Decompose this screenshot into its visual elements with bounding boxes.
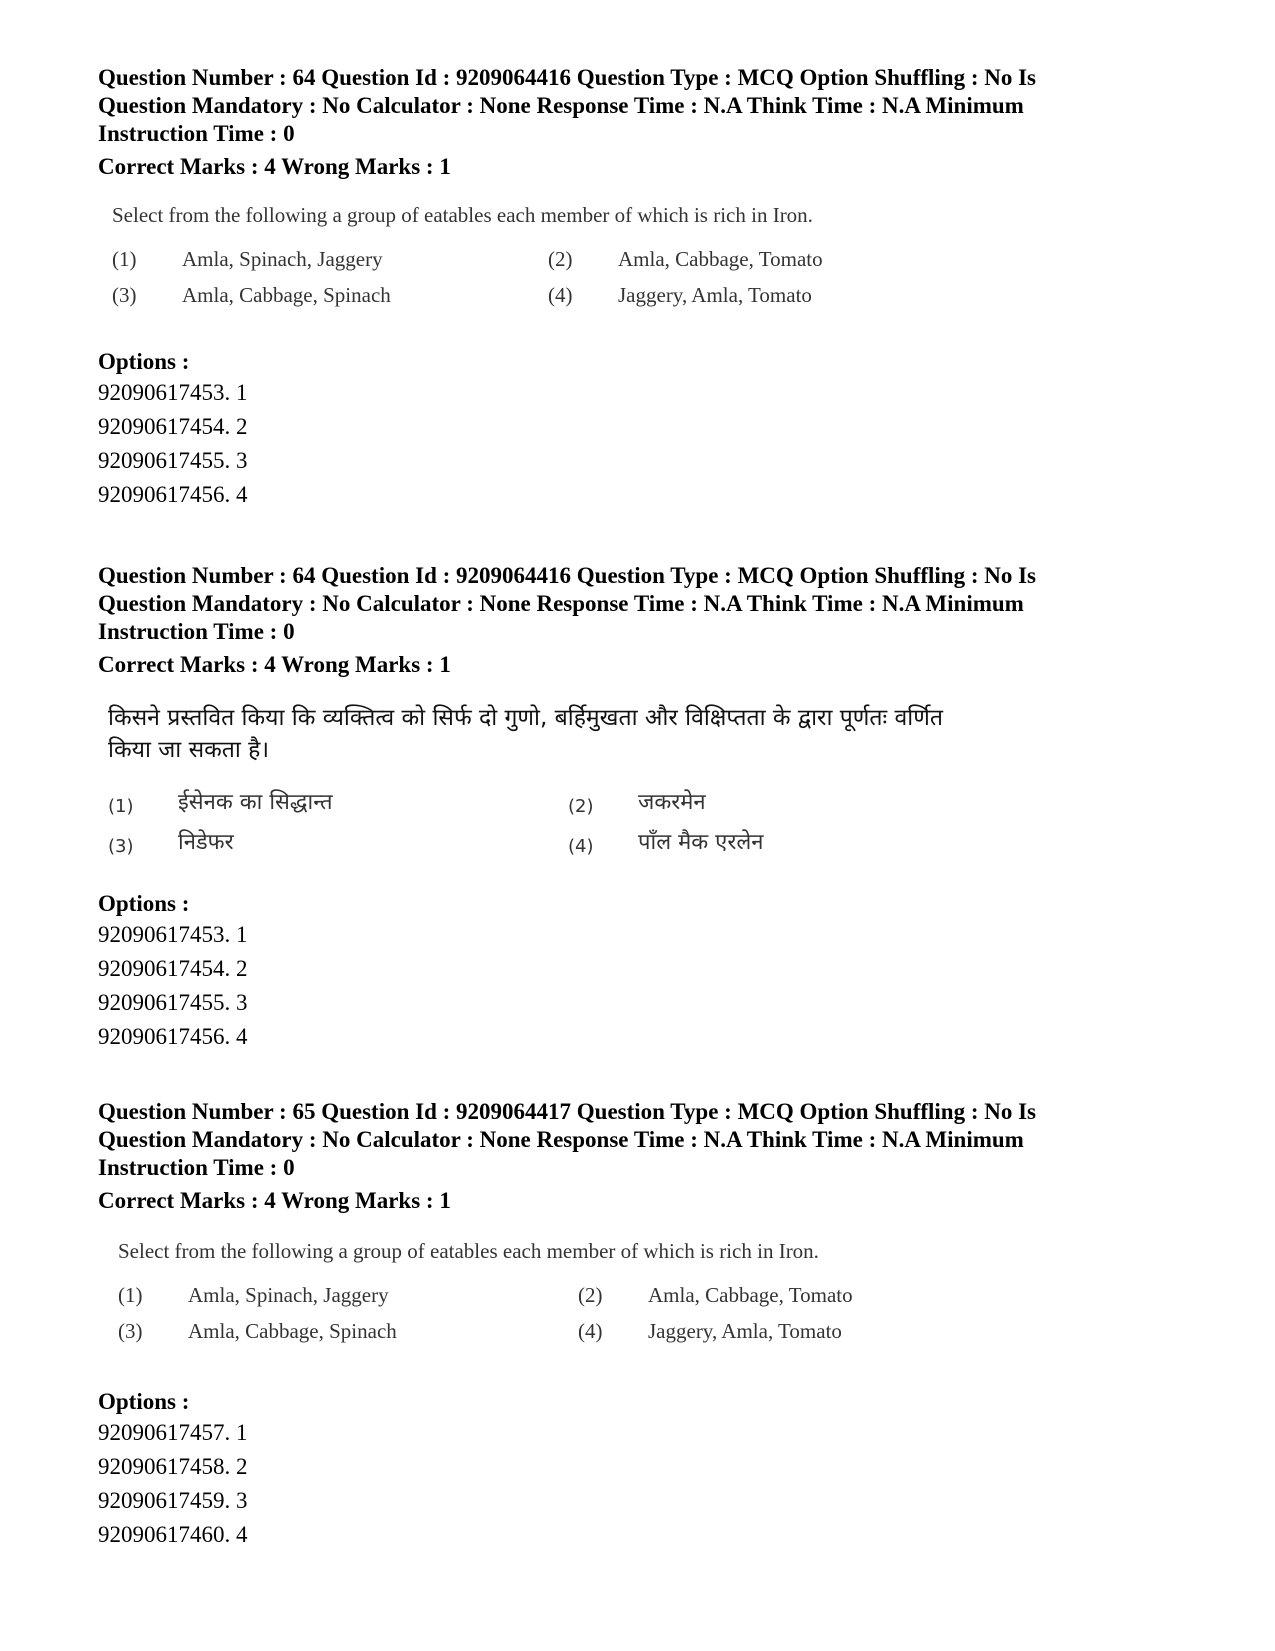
choice-text: जकरमेन xyxy=(638,790,706,815)
options-title: Options : xyxy=(98,1389,190,1414)
choice-number: (4) xyxy=(548,283,573,307)
option-item: 92090617454. 2 xyxy=(98,414,248,439)
question-image xyxy=(108,702,1068,862)
option-item: 92090617455. 3 xyxy=(98,448,248,473)
question-header-line-3: Instruction Time : 0 xyxy=(98,1155,295,1180)
options-list xyxy=(98,890,248,1054)
choice-number: (3) xyxy=(118,1319,143,1343)
question-stem: Select from the following a group of eatables each member of which is rich in Iron. xyxy=(112,203,813,227)
choice-text: Amla, Cabbage, Tomato xyxy=(648,1283,853,1307)
choice-number: (2) xyxy=(548,247,573,271)
option-item: 92090617455. 3 xyxy=(98,990,248,1015)
choice-number: (2) xyxy=(578,1283,603,1307)
option-item: 92090617453. 1 xyxy=(98,922,248,947)
choice-text: Jaggery, Amla, Tomato xyxy=(648,1319,842,1343)
choice-text: पाँल मैक एरलेन xyxy=(638,830,764,855)
choice-text: Amla, Cabbage, Tomato xyxy=(618,247,823,271)
question-block-3 xyxy=(98,1098,1178,1547)
option-item: 92090617460. 4 xyxy=(98,1522,248,1547)
choice-number: (1) xyxy=(112,247,137,271)
question-header-line-1: Question Number : 64 Question Id : 9209064416 Question Type : MCQ Option Shuffling : No Is xyxy=(98,65,1037,90)
choice-text: Amla, Cabbage, Spinach xyxy=(188,1319,397,1343)
choice-number: (4) xyxy=(568,836,594,857)
choice-text: Amla, Cabbage, Spinach xyxy=(182,283,391,307)
question-stem-line-1: किसने प्रस्तवित किया कि व्यक्तित्व को सिर्फ दो गुणो, बर्हिमुखता और विक्षिप्तता के द्वारा पूर्णतः वर्णित xyxy=(108,705,943,731)
choice-text: निडेफर xyxy=(178,830,234,855)
option-item: 92090617459. 3 xyxy=(98,1488,248,1513)
question-stem: Select from the following a group of eatables each member of which is rich in Iron. xyxy=(118,1239,819,1263)
choice-number: (1) xyxy=(118,1283,143,1307)
options-list xyxy=(98,1388,248,1552)
option-item: 92090617456. 4 xyxy=(98,482,248,507)
choice-number: (3) xyxy=(112,283,137,307)
option-item: 92090617456. 4 xyxy=(98,1024,248,1049)
question-header-line-2: Question Mandatory : No Calculator : None Response Time : N.A Think Time : N.A Minimum xyxy=(98,1127,1024,1152)
choice-number: (4) xyxy=(578,1319,603,1343)
question-header-line-3: Instruction Time : 0 xyxy=(98,619,295,644)
question-block-1 xyxy=(98,64,1178,507)
option-item: 92090617453. 1 xyxy=(98,380,248,405)
question-block-2 xyxy=(98,562,1178,1049)
marks-line: Correct Marks : 4 Wrong Marks : 1 xyxy=(98,652,451,677)
choice-text: Amla, Spinach, Jaggery xyxy=(188,1283,389,1307)
option-item: 92090617458. 2 xyxy=(98,1454,248,1479)
question-image xyxy=(118,1238,918,1348)
question-header-line-1: Question Number : 65 Question Id : 9209064417 Question Type : MCQ Option Shuffling : No Is xyxy=(98,1099,1037,1124)
question-header-line-2: Question Mandatory : No Calculator : None Response Time : N.A Think Time : N.A Minimum xyxy=(98,591,1024,616)
options-list xyxy=(98,348,248,512)
choice-number: (2) xyxy=(568,796,594,817)
question-image xyxy=(112,202,912,312)
choice-text: ईसेनक का सिद्धान्त xyxy=(178,790,333,815)
question-header-line-3: Instruction Time : 0 xyxy=(98,121,295,146)
choice-text: Amla, Spinach, Jaggery xyxy=(182,247,383,271)
choice-text: Jaggery, Amla, Tomato xyxy=(618,283,812,307)
question-header-line-1: Question Number : 64 Question Id : 9209064416 Question Type : MCQ Option Shuffling : No Is xyxy=(98,563,1037,588)
marks-line: Correct Marks : 4 Wrong Marks : 1 xyxy=(98,1188,451,1213)
choice-number: (1) xyxy=(108,796,134,817)
option-item: 92090617454. 2 xyxy=(98,956,248,981)
options-title: Options : xyxy=(98,891,190,916)
choice-number: (3) xyxy=(108,836,134,857)
marks-line: Correct Marks : 4 Wrong Marks : 1 xyxy=(98,154,451,179)
option-item: 92090617457. 1 xyxy=(98,1420,248,1445)
question-header-line-2: Question Mandatory : No Calculator : None Response Time : N.A Think Time : N.A Minimum xyxy=(98,93,1024,118)
question-stem-line-2: किया जा सकता है। xyxy=(108,737,270,763)
options-title: Options : xyxy=(98,349,190,374)
